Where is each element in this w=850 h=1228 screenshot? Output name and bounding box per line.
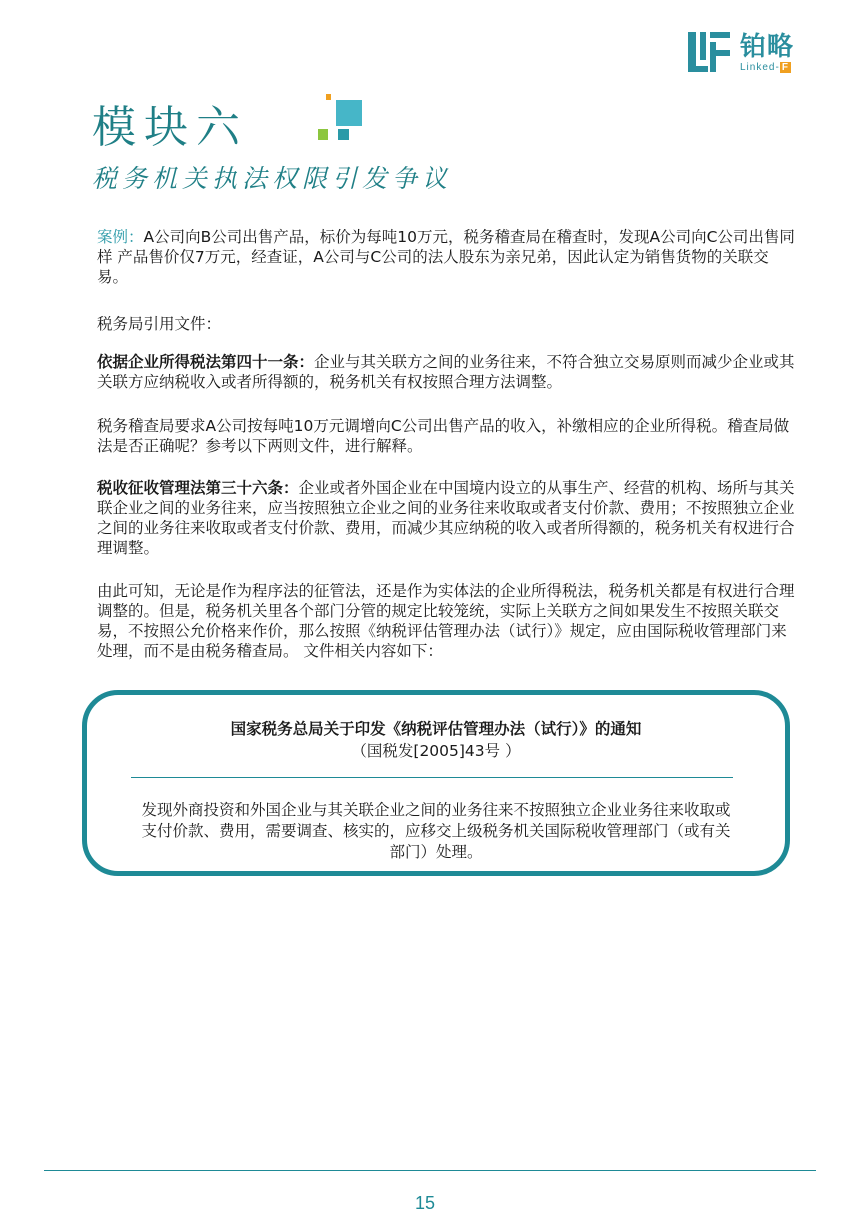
notice-title: 国家税务总局关于印发《纳税评估管理办法（试行）》的通知 <box>230 720 642 738</box>
case-paragraph <box>97 227 797 287</box>
module-subtitle: 税务机关执法权限引发争议 <box>92 164 453 193</box>
logo-subtitle-badge: F <box>781 62 789 73</box>
footer-divider <box>44 1170 816 1171</box>
page-number: 15 <box>414 1193 436 1213</box>
decor-square-orange <box>326 94 331 100</box>
logo-subtitle-text: Linked- <box>740 62 780 73</box>
law1-paragraph <box>97 352 797 392</box>
law2-text: 企业或者外国企业在中国境内设立的从事生产、经营的机构、场所与其关联企业之间的业务往来，应当按照独立企业之间的业务往来收取或者支付价款、费用；不按照独立企业之间的业务往来收取或者支付价款、费用，而减少其应纳税的收入或者所得额的，税务机关有权进行合理调整。 <box>97 479 795 557</box>
conclusion-paragraph: 由此可知，无论是作为程序法的征管法，还是作为实体法的企业所得税法，税务机关都是有权进行合理调整的。但是，税务机关里各个部门分管的规定比较笼统，实际上关联方之间如果发生不按照关联交易，不按照公允价格来作价，那么按照《纳税评估管理办法（试行）》规定，应由国际税收管理部门来处理，而不是由税务稽查局。 文件相关内容如下： <box>97 582 795 660</box>
decor-square-cyan <box>336 100 362 126</box>
brand-logo <box>688 32 818 76</box>
law2-paragraph <box>97 478 797 558</box>
module-title: 模块六 <box>92 102 248 153</box>
notice-body: 发现外商投资和外国企业与其关联企业之间的业务往来不按照独立企业业务往来收取或支付价款、费用，需要调查、核实的，应移交上级税务机关国际税收管理部门（或有关部门）处理。 <box>141 801 731 861</box>
law2-title: 税收征收管理法第三十六条： <box>97 479 299 497</box>
notice-box <box>82 690 790 876</box>
decor-square-green <box>318 129 328 140</box>
law1-title: 依据企业所得税法第四十一条： <box>97 353 315 371</box>
reference-intro: 税务局引用文件： <box>97 315 222 333</box>
logo-name: 铂略 <box>740 32 795 62</box>
logo-mark-icon <box>688 32 732 72</box>
notice-divider <box>131 777 733 778</box>
law1-text: 企业与其关联方之间的业务往来，不符合独立交易原则而减少企业或其关联方应纳税收入或者所得额的，税务机关有权按照合理方法调整。 <box>97 353 795 391</box>
notice-doc-number: （国税发[2005]43号 ） <box>351 742 521 760</box>
case-label: 案例： <box>97 228 144 246</box>
audit-paragraph: 税务稽查局要求A公司按每吨10万元调增向C公司出售产品的收入，补缴相应的企业所得税。稽查局做法是否正确呢？参考以下两则文件，进行解释。 <box>97 417 790 455</box>
case-text: A公司向B公司出售产品，标价为每吨10万元，税务稽查局在稽查时，发现A公司向C公司出售同样 产品售价仅7万元，经查证，A公司与C公司的法人股东为亲兄弟，因此认定为销售货物的关联交易。 <box>97 228 795 286</box>
decor-square-teal <box>338 129 349 140</box>
logo-subtitle <box>740 62 791 73</box>
